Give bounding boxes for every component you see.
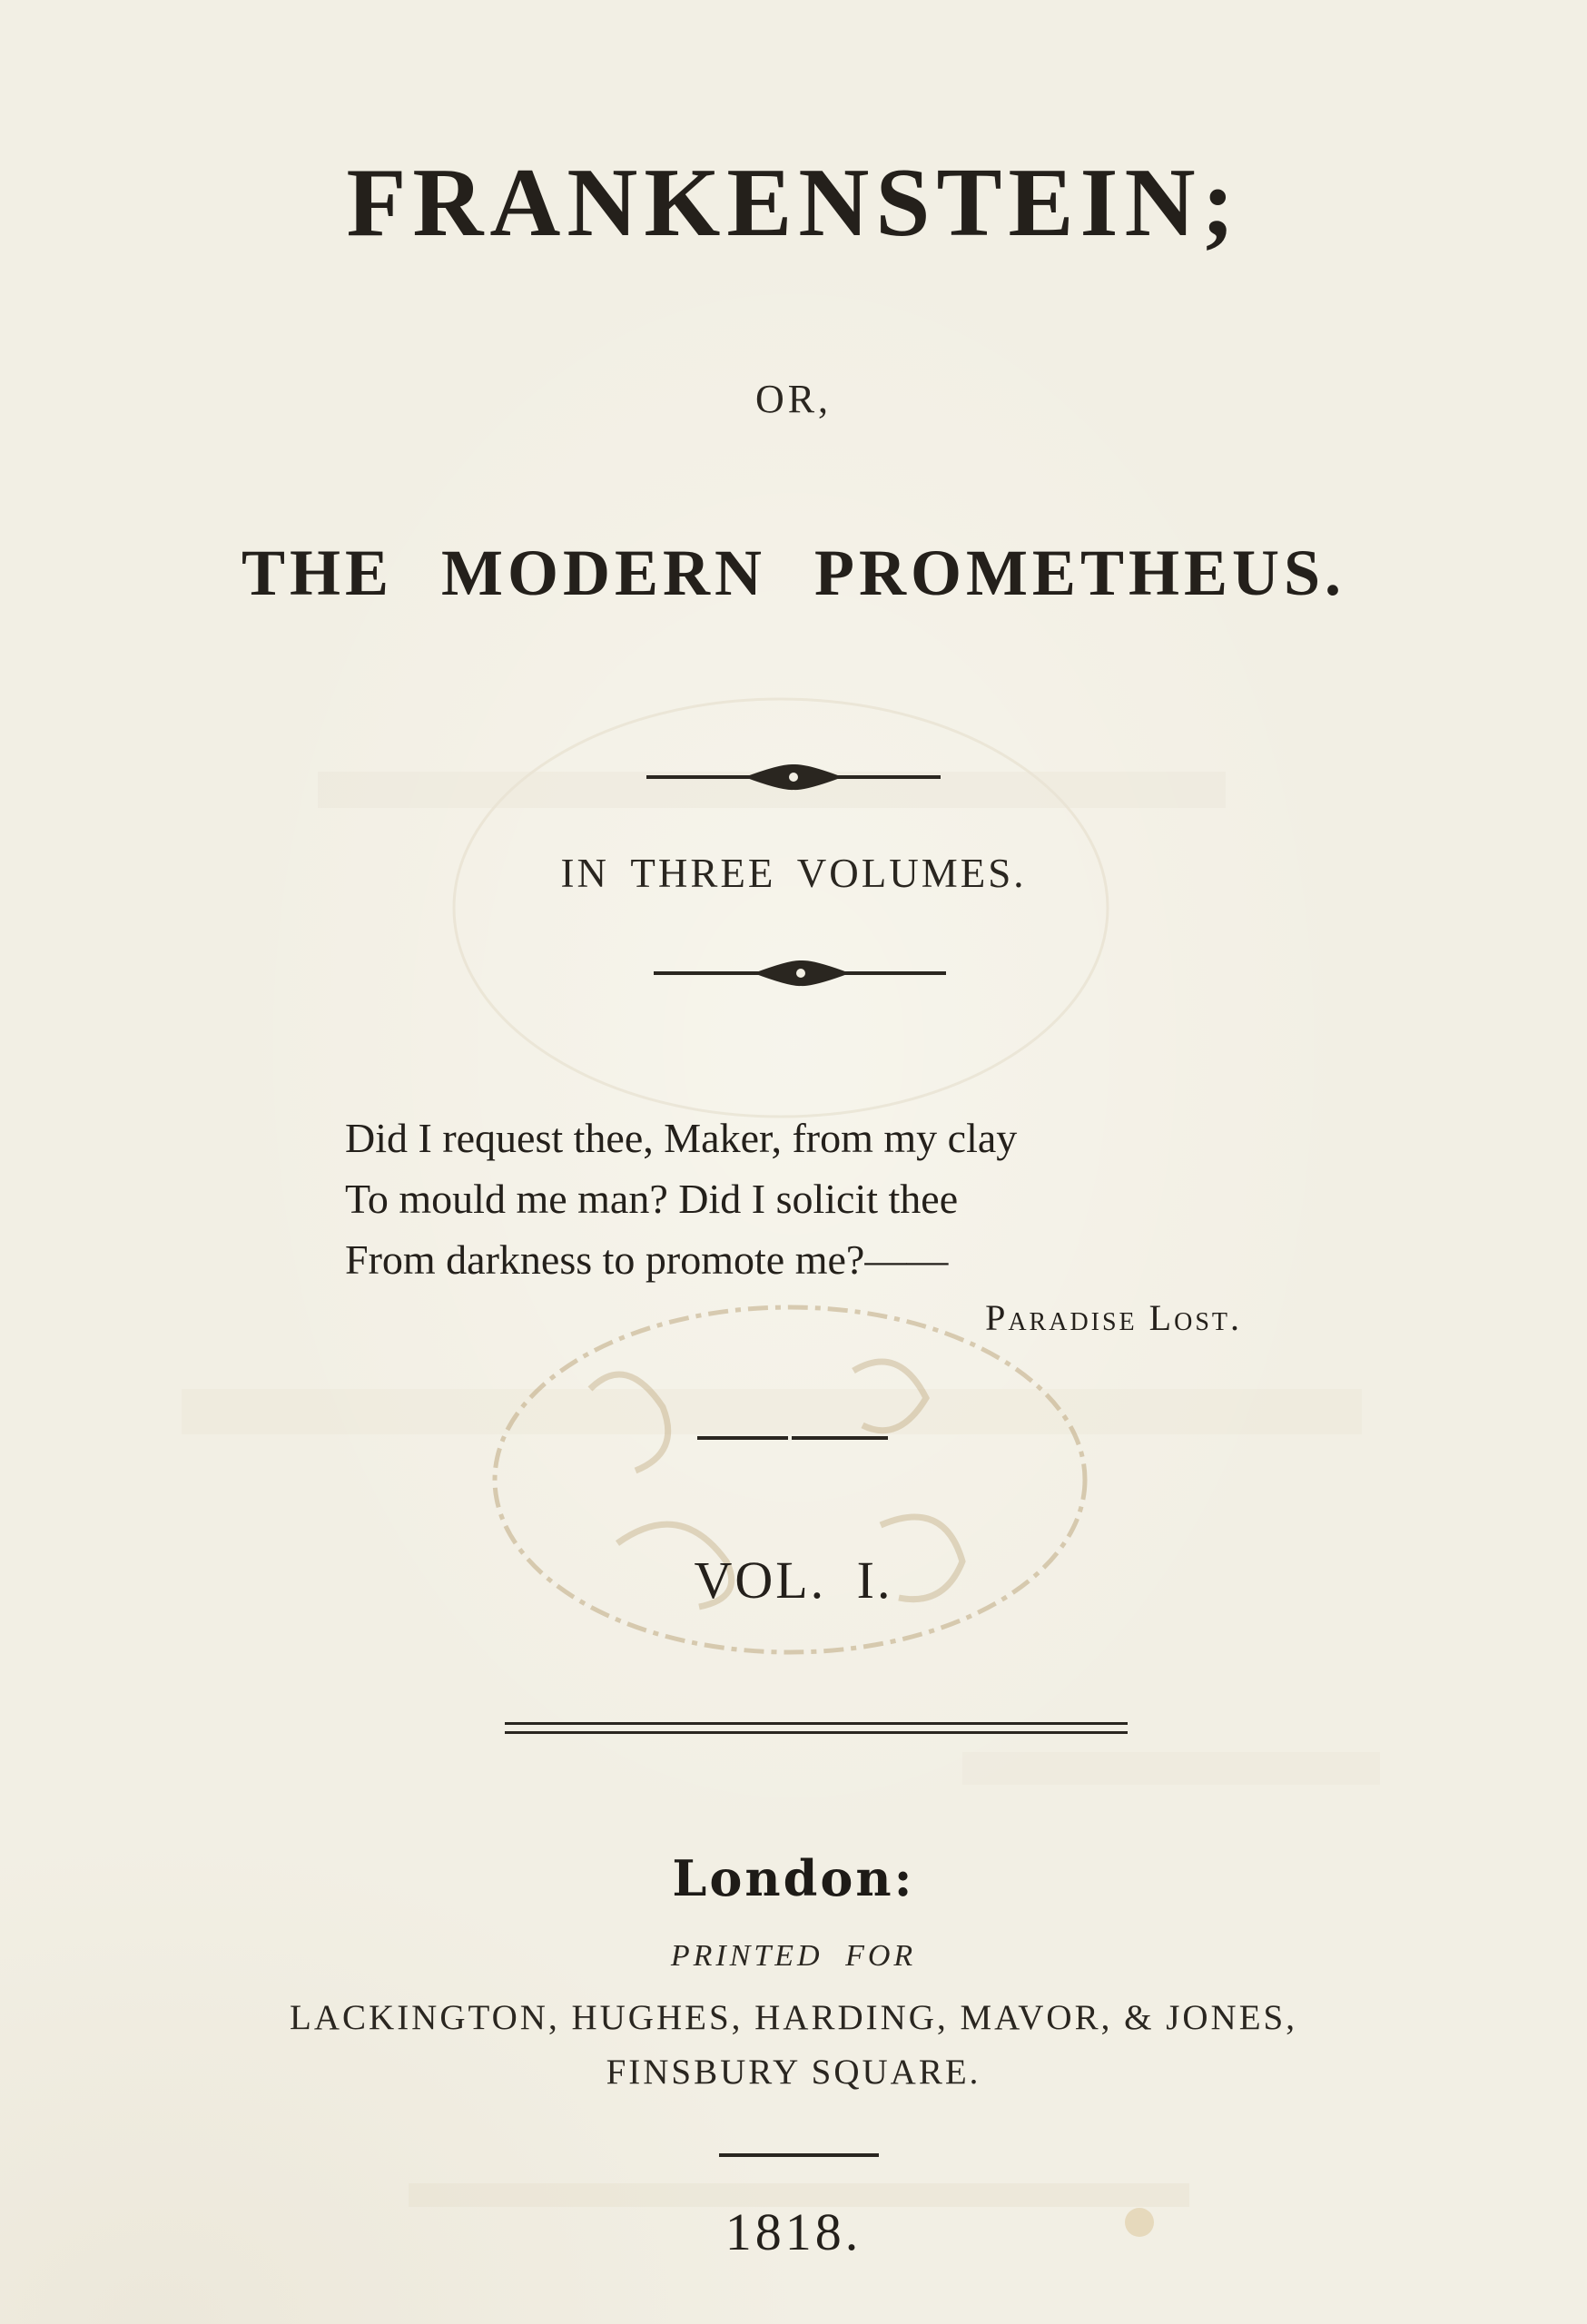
ornamental-rule-bottom [0,955,1587,991]
publishers: LACKINGTON, HUGHES, HARDING, MAVOR, & JONES, [290,1998,1297,2037]
library-stamp [472,1289,1108,1670]
volume-number: VOL. I. [694,1551,893,1610]
book-title: FRANKENSTEIN; [346,149,1241,257]
publication-year: 1818. [724,2202,862,2261]
short-rule-right [792,1436,888,1440]
imprint-city: London: [672,1849,915,1907]
short-rule-left [697,1436,788,1440]
epigraph-line: From darkness to promote me?—— [345,1236,949,1283]
epigraph-attribution: Paradise Lost. [985,1297,1242,1338]
ornamental-rule-top [0,759,1587,795]
epigraph [345,1108,1253,1290]
book-subtitle: THE MODERN PROMETHEUS. [241,537,1346,609]
double-rule-upper [505,1722,1128,1725]
epigraph-line: To mould me man? Did I solicit thee [345,1176,959,1222]
double-rule-lower [505,1731,1128,1734]
short-rule-year [719,2153,879,2157]
title-connector: OR, [754,377,833,421]
volume-count: IN THREE VOLUMES. [560,851,1027,896]
epigraph-line: Did I request thee, Maker, from my clay [345,1115,1018,1161]
printed-for: PRINTED FOR [670,1939,917,1973]
publisher-address: FINSBURY SQUARE. [606,2053,981,2092]
